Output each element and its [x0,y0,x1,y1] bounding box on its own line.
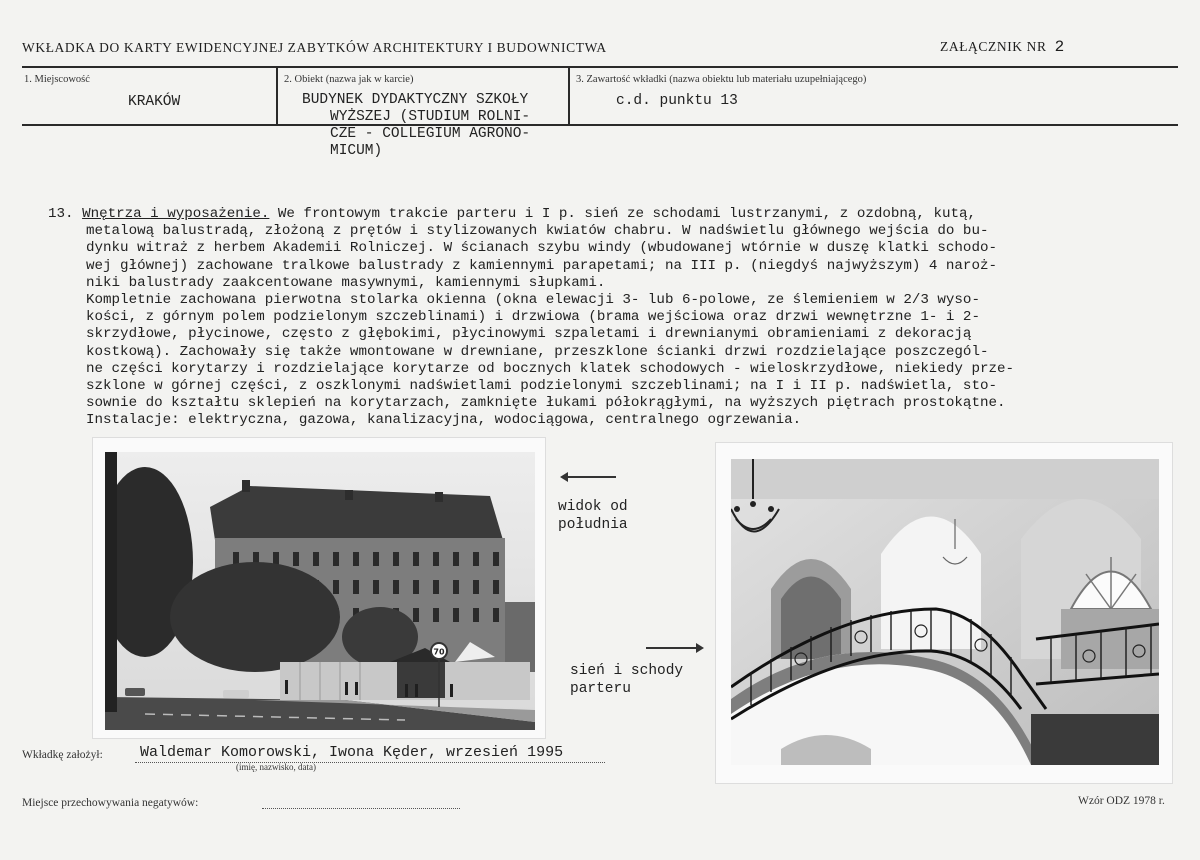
field-1-value: KRAKÓW [128,94,181,110]
arrow-head-right-icon [696,643,704,653]
arrow-head-left-icon [560,472,568,482]
description-line: niki balustrady zaakcentowane masywnymi, kamiennymi słupkami. [86,274,606,291]
caption-line: południa [558,517,628,533]
section-heading: Wnętrza i wyposażenie. [82,206,270,222]
caption-arrow-right [646,647,696,649]
field-divider-1 [276,68,278,124]
building-photo-frame [92,437,546,739]
form-title: WKŁADKA DO KARTY EWIDENCYJNEJ ZABYTKÓW ARCHITEKTURY I BUDOWNICTWA [22,40,607,55]
description-line: skrzydłowe, płycinowe, często z głębokimi, płycinowymi szpaletami i drewnianymi obramieniami z dekoracją [86,326,972,343]
top-rule [22,66,1178,68]
author-sublabel: (imię, nazwisko, data) [236,762,316,772]
field-3-label: 3. Zawartość wkładki (nazwa obiektu lub materiału uzupełniającego) [576,74,867,85]
field-2-value [302,92,530,160]
field-2-line: CZE - COLLEGIUM AGRONO- [330,126,531,142]
staircase-interior-photo [731,459,1159,765]
description-line: dynku witraż z herbem Akademii Rolniczej. W ścianach szybu windy (wbudowanej wtórnie w duszę klatki schodo- [86,240,997,257]
field-divider-2 [568,68,570,124]
section-number: 13. [48,206,74,222]
field-2-label: 2. Obiekt (nazwa jak w karcie) [284,74,414,85]
description-line: ne części korytarzy i rozdzielające korytarze od bocznych klatek schodowych - wieloskrzydłowe, niekiedy prze- [86,360,1015,377]
staircase-photo-frame [715,442,1173,784]
storage-dotted-line [262,808,460,809]
description-line: szklone w górnej części, z oszklonymi nadświetlami podzielonymi szczeblinami; na I i II p. nadświetla, sto- [86,377,997,394]
form-reference: Wzór ODZ 1978 r. [1078,795,1165,807]
fields-bottom-rule [22,124,1178,126]
author-label: Wkładkę założył: [22,749,103,761]
field-3-value: c.d. punktu 13 [616,93,738,109]
caption-building-view [558,498,628,534]
description-line: Kompletnie zachowana pierwotna stolarka okienna (okna elewacji 3- lub 6-polowe, ze ślemieniem w 2/3 wyso- [86,291,980,308]
description-line: Instalacje: elektryczna, gazowa, kanalizacyjna, wodociągowa, centralnego ogrzewania. [86,412,802,429]
description-line: kości, z górnym polem podzielonym szczeblinami) i drzwiowa (brama wejściowa oraz drzwi wewnętrzne 1- i 2- [86,309,980,326]
description-line: sownie do kształtu sklepień na korytarzach, zamknięte łukami półokrągłymi, na wyższych piętrach prostokątne. [86,395,1006,412]
author-value: Waldemar Komorowski, Iwona Kęder, wrzesień 1995 [140,744,564,761]
description-line: We frontowym trakcie parteru i I p. sień ze schodami lustrzanymi, z ozdobną, kutą, [269,206,977,222]
field-1-label: 1. Miejscowość [24,74,90,85]
caption-line: widok od [558,499,628,515]
storage-label: Miejsce przechowywania negatywów: [22,797,199,809]
author-dotted-line [135,762,605,763]
caption-arrow-left [564,476,616,478]
field-2-line: WYŻSZEJ (STUDIUM ROLNI- [330,109,531,125]
annex-label [940,38,1065,56]
description-first-line [48,206,1188,223]
annex-number: 2 [1054,38,1065,56]
caption-line: sień i schody [570,663,684,679]
description-line: kostkową). Zachowały się także wmontowane w drewniane, przeszklone ścianki drzwi rozdzielające poszczegól- [86,343,989,360]
caption-staircase [570,662,683,698]
building-exterior-photo [105,452,535,730]
caption-line: parteru [570,681,631,697]
annex-label-text: ZAŁĄCZNIK NR [940,39,1047,54]
description-block [48,206,1188,429]
field-2-line: MICUM) [330,143,383,159]
speed-limit-sign: 70 [433,647,445,657]
description-line: metalową balustradą, złożoną z prętów i stylizowanych kwiatów chabru. W nadświetlu głównego wejścia do bu- [86,223,989,240]
field-2-line: BUDYNEK DYDAKTYCZNY SZKOŁY [302,92,529,108]
description-line: wej głównej) zachowane tralkowe balustrady z kamiennymi parapetami; na III p. (niegdyś najwyższym) 4 naroż- [86,257,997,274]
